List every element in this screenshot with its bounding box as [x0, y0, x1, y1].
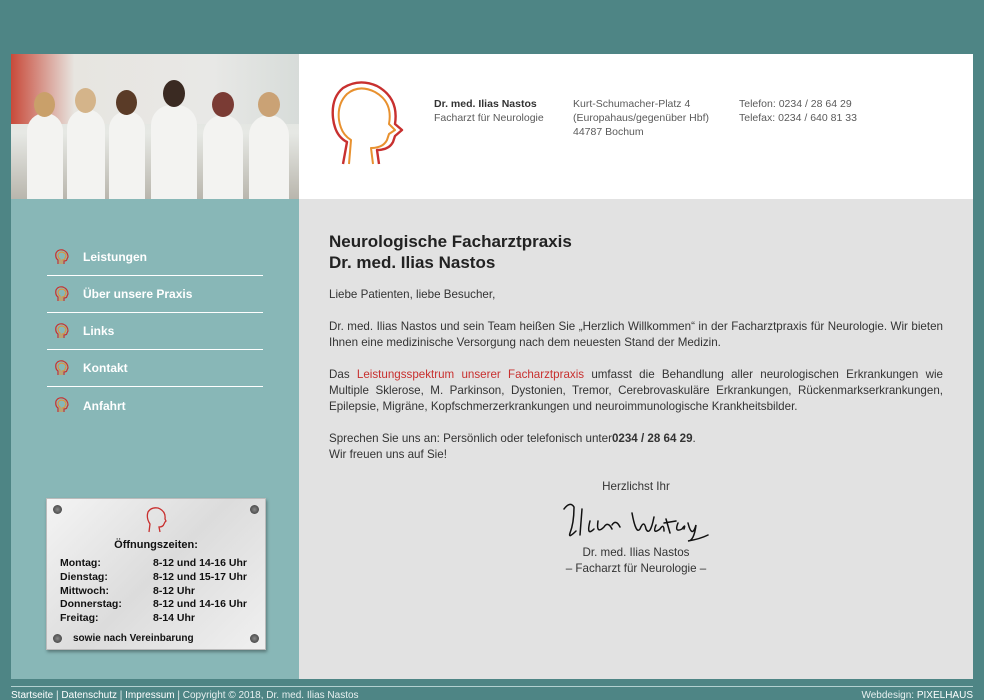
doctor-name: Dr. med. Ilias Nastos: [434, 98, 537, 110]
nav-item-links[interactable]: [47, 313, 263, 350]
screw-icon: [250, 505, 259, 514]
fax: Telefax: 0234 / 640 81 33: [739, 112, 857, 124]
nav-item-label: Links: [83, 324, 115, 338]
footer-link-impressum[interactable]: Impressum: [125, 690, 175, 700]
head-logo-icon: [145, 507, 167, 533]
head-icon: [55, 286, 69, 302]
address-line3: 44787 Bochum: [573, 126, 644, 138]
header: [299, 54, 973, 199]
contact-phone: 0234 / 28 64 29: [611, 432, 693, 445]
address-line2: (Europahaus/gegenüber Hbf): [573, 112, 710, 124]
head-icon: [55, 323, 69, 339]
screw-icon: [53, 505, 62, 514]
sidebar-nav: [47, 239, 263, 424]
hours-row: Dienstag: 8-12 und 15-17 Uhr: [60, 571, 247, 583]
team-photo: [11, 54, 299, 199]
nav-item-label: Leistungen: [83, 250, 148, 264]
hours-row: Donnerstag: 8-12 und 14-16 Uhr: [60, 598, 247, 610]
header-name-block: [434, 97, 544, 125]
intro-paragraph: Dr. med. Ilias Nastos und sein Team heißen Sie „Herzlich Willkommen“ in der Facharztpraxis für Neurologie. Wir bieten Ihnen eine medizinische Versorgung nach dem neuesten Stand der Medizin.: [329, 320, 943, 349]
header-address-block: [573, 97, 709, 139]
nav-item-label: Über unsere Praxis: [83, 287, 193, 301]
opening-hours-sign: [46, 498, 266, 650]
head-icon: [55, 397, 69, 413]
spectrum-link[interactable]: Leistungsspektrum unserer Facharztpraxis: [356, 368, 585, 381]
closing-line: Wir freuen uns auf Sie!: [329, 448, 447, 461]
nav-item-kontakt[interactable]: [47, 350, 263, 387]
screw-icon: [53, 634, 62, 643]
sign-title: – Facharzt für Neurologie –: [565, 562, 707, 575]
webdesign-link[interactable]: PIXELHAUS: [916, 690, 973, 700]
nav-item-label: Anfahrt: [83, 398, 126, 413]
screw-icon: [250, 634, 259, 643]
hours-row: Mittwoch: 8-12 Uhr: [60, 585, 196, 597]
doctor-specialty: Facharzt für Neurologie: [434, 112, 544, 124]
footer-links: Startseite | Datenschutz | Impressum | Copyright © 2018, Dr. med. Ilias Nastos: [11, 690, 359, 700]
footer-webdesign: Webdesign: PIXELHAUS: [861, 690, 973, 700]
address-line1: Kurt-Schumacher-Platz 4: [573, 98, 691, 110]
head-icon: [55, 249, 69, 265]
nav-item-leistungen[interactable]: [47, 239, 263, 276]
spectrum-paragraph: Das Leistungsspektrum unserer Facharztpraxis umfasst die Behandlung aller neurologischen Erkrankungen wie Multiple Sklerose, M. Parkinson, Dystonien, Tremor, Cerebrovaskuläre Erkrankungen, Rückenmarkserkrankungen, Epilepsie, Migräne, Kopfschmerzerkrankungen und neuroimmunologische Krankheitsbilder.: [329, 368, 943, 413]
main-content: [299, 199, 973, 679]
phone: Telefon: 0234 / 28 64 29: [739, 98, 852, 110]
handwritten-signature: [560, 499, 712, 543]
head-logo-icon: [329, 78, 405, 166]
footer-divider: [11, 686, 973, 687]
hours-row: Montag: 8-12 und 14-16 Uhr: [60, 557, 247, 569]
contact-paragraph: Sprechen Sie uns an: Persönlich oder telefonisch unter0234 / 28 64 29. Wir freuen uns auf Sie!: [329, 432, 696, 461]
greeting: Liebe Patienten, liebe Besucher,: [329, 288, 496, 301]
page-frame: [11, 54, 973, 679]
head-icon: [55, 360, 69, 376]
nav-item-label: Kontakt: [83, 361, 128, 375]
sign-name: Dr. med. Ilias Nastos: [582, 546, 690, 559]
hours-row: Freitag: 8-14 Uhr: [60, 612, 196, 624]
nav-item-praxis[interactable]: [47, 276, 263, 313]
page-title: Neurologische Facharztpraxis Dr. med. Ilias Nastos: [329, 232, 572, 272]
hours-extra: sowie nach Vereinbarung: [73, 633, 194, 644]
hours-title: Öffnungszeiten:: [114, 539, 198, 551]
header-contact-block: [739, 97, 857, 125]
regards: Herzlichst Ihr: [602, 480, 670, 493]
signature-block: [329, 479, 943, 577]
footer-link-startseite[interactable]: Startseite: [11, 690, 54, 700]
footer-link-datenschutz[interactable]: Datenschutz: [61, 690, 117, 700]
nav-item-anfahrt[interactable]: [47, 387, 263, 424]
copyright: Copyright © 2018, Dr. med. Ilias Nastos: [182, 690, 359, 700]
